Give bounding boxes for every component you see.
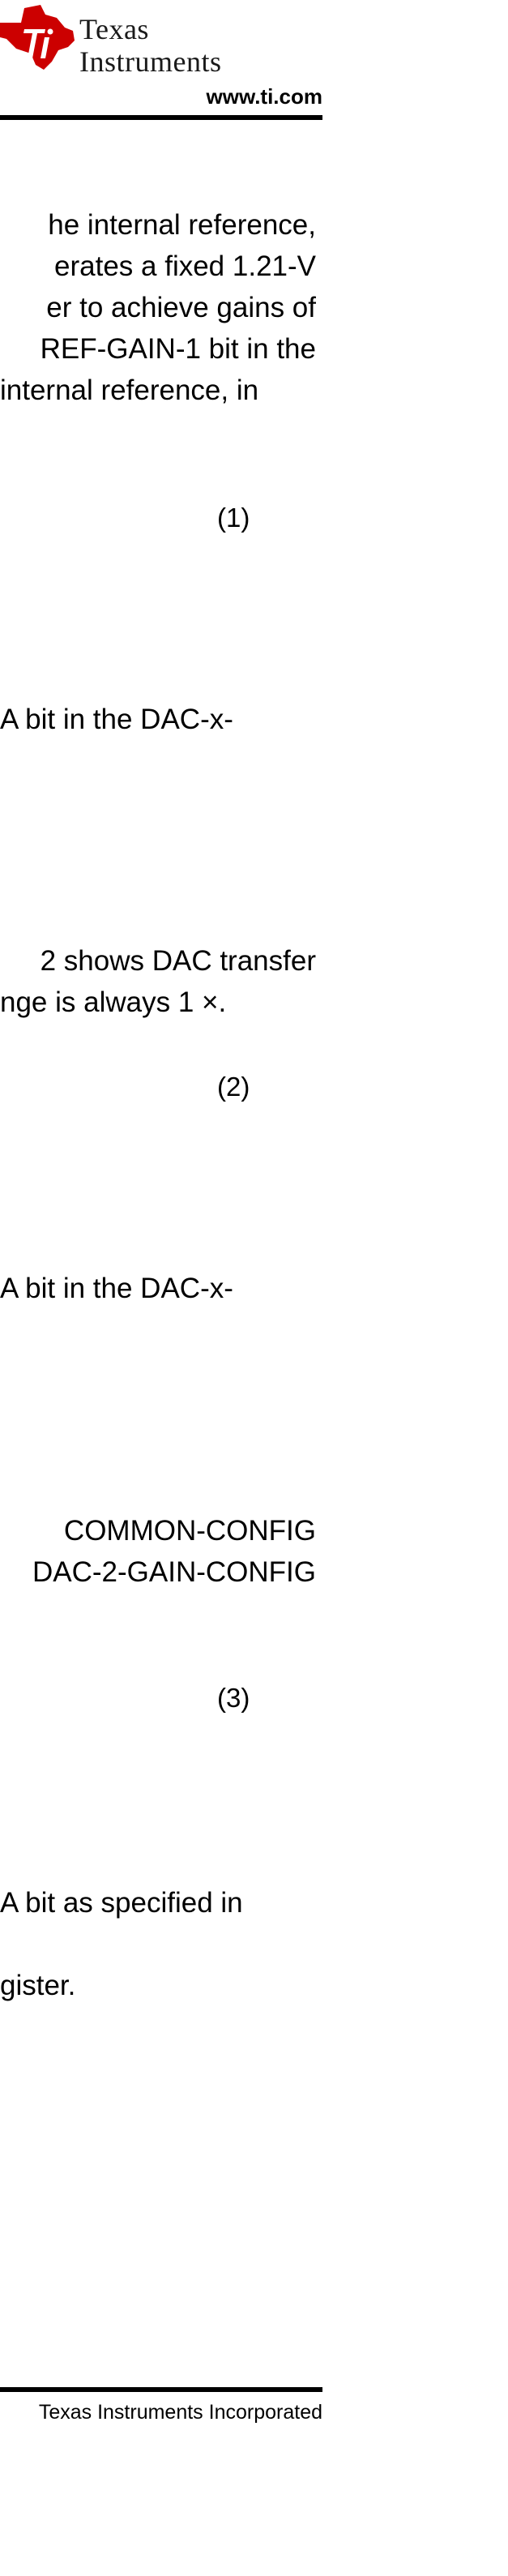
equation-number: (1): [217, 503, 250, 533]
text-line: [0, 1923, 316, 1965]
paragraph-dac-x-1: [0, 699, 316, 740]
text-line: DAC-2-GAIN-CONFIG: [32, 1556, 316, 1588]
text-line: REF-GAIN-1 bit in the: [40, 333, 316, 365]
text-line: 2 shows DAC transfer: [40, 945, 316, 977]
paragraph-internal-reference: [0, 204, 316, 411]
text-line: erates a fixed 1.21-V: [54, 250, 316, 282]
brand-line-1: Texas: [79, 13, 149, 45]
paragraph-dac-x-2: [0, 1268, 316, 1309]
equation-number: (3): [217, 1683, 250, 1713]
brand-line-2: Instruments: [79, 45, 222, 78]
equation-number: (2): [217, 1072, 250, 1102]
text-line: he internal reference,: [48, 209, 316, 241]
text-line: COMMON-CONFIG: [63, 1515, 316, 1547]
paragraph-transfer: [0, 940, 316, 1023]
text-line: er to achieve gains of: [46, 292, 316, 323]
text-line: nge is always 1 ×.: [0, 986, 227, 1018]
text-line: internal reference, in: [0, 374, 259, 406]
footer-copyright: Texas Instruments Incorporated: [38, 2401, 322, 2424]
text-line: gister.: [0, 1970, 76, 2001]
footer-rule: [0, 2387, 322, 2392]
text-line: A bit as specified in: [0, 1887, 243, 1919]
header-url-link[interactable]: www.ti.com: [206, 84, 322, 109]
brand-name: [79, 15, 221, 76]
text-line: A bit in the DAC-x-: [0, 704, 233, 735]
paragraph-specified: [0, 1882, 316, 2006]
text-line: A bit in the DAC-x-: [0, 1273, 233, 1304]
header-rule: [0, 115, 322, 120]
ti-state-logo-icon: [0, 5, 78, 73]
paragraph-common-config: [0, 1510, 316, 1593]
ti-logo[interactable]: [0, 5, 324, 78]
